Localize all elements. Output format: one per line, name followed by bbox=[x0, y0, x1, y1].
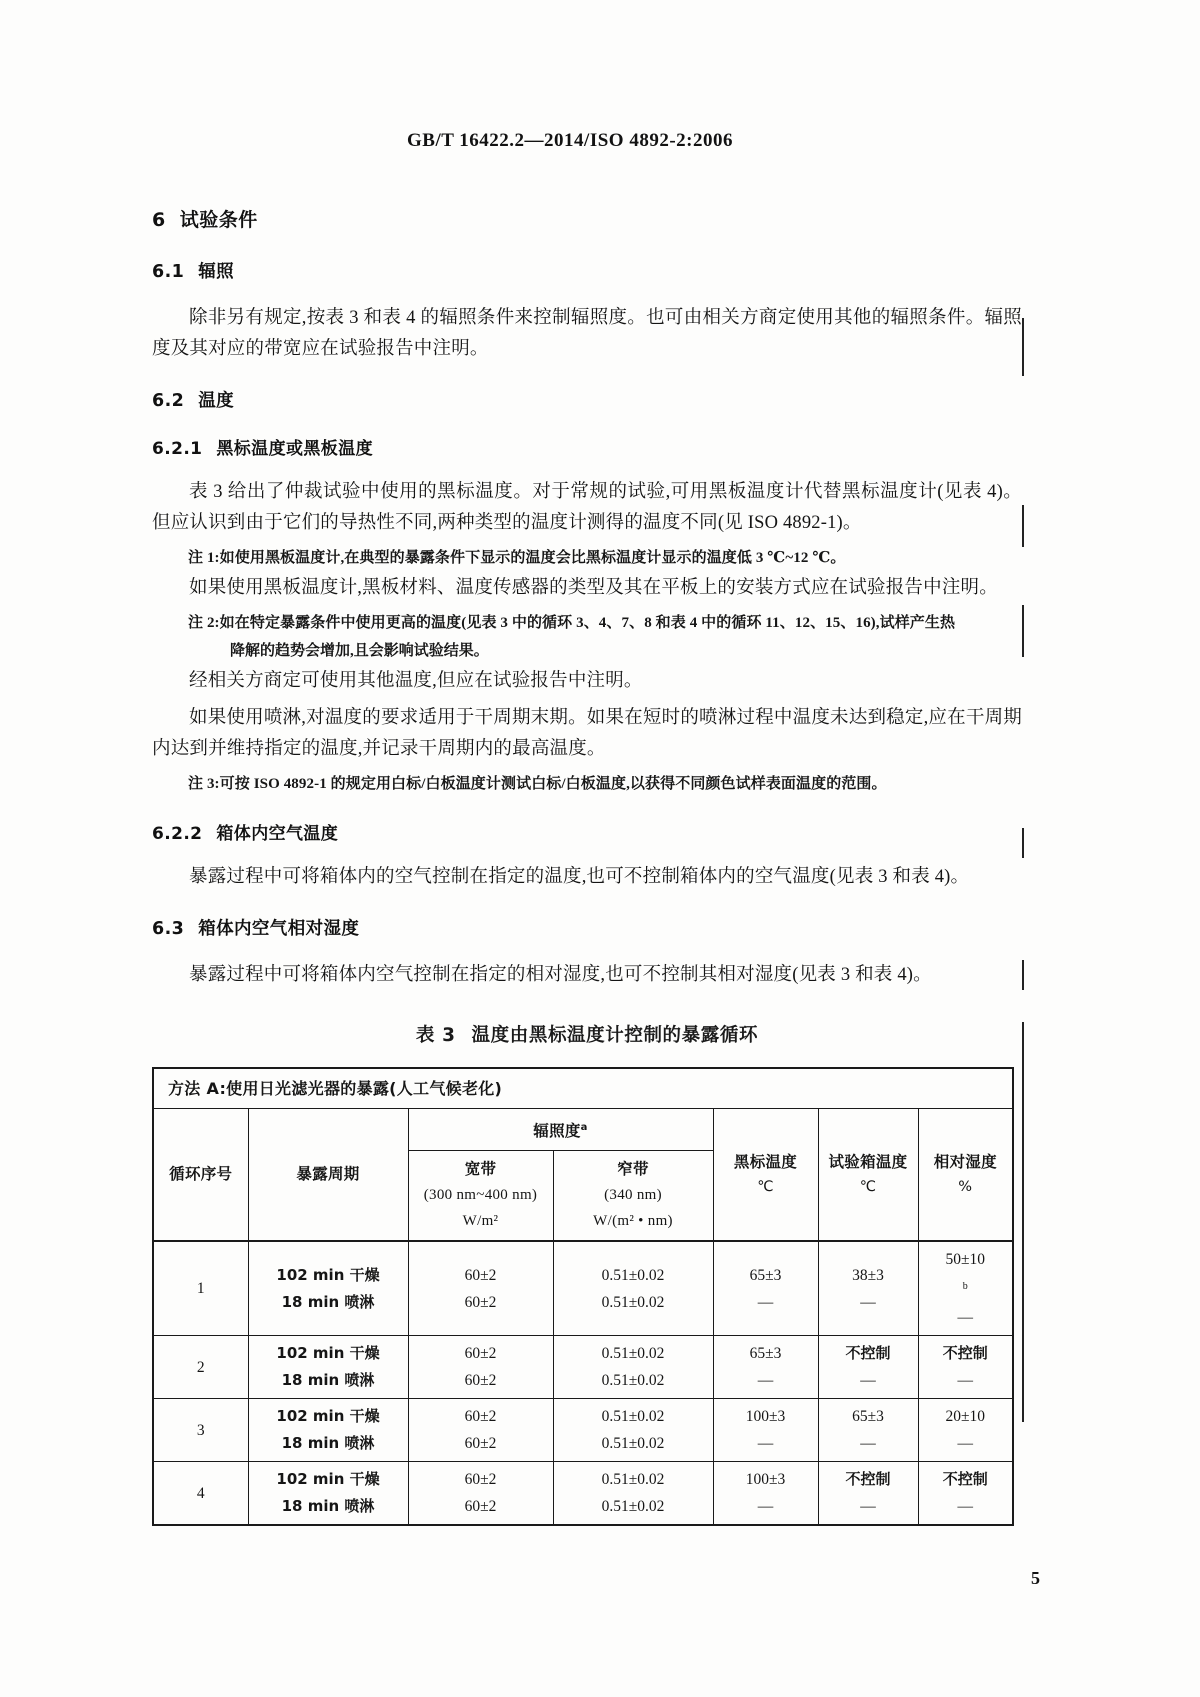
heading-clause-6-2-1 bbox=[152, 434, 1022, 459]
humidity-line-1: 20±10 bbox=[945, 1408, 986, 1426]
humidity-line-2: — bbox=[957, 1435, 974, 1453]
broadband-line-2: 60±2 bbox=[464, 1372, 497, 1390]
broadband-range: (300 nm~400 nm) bbox=[423, 1187, 538, 1204]
change-bar bbox=[1022, 960, 1024, 990]
cell-chamber-temp bbox=[818, 1241, 918, 1336]
table-3-caption-title: 温度由黑标温度计控制的暴露循环 bbox=[471, 1025, 759, 1046]
col-header-cycle-no: 循环序号 bbox=[153, 1109, 248, 1242]
cell-black-standard-temp bbox=[713, 1241, 818, 1336]
narrowband-unit: W/(m² • nm) bbox=[593, 1213, 673, 1230]
period-line-2: 18 min 喷淋 bbox=[281, 1434, 375, 1453]
broadband-line-1: 60±2 bbox=[464, 1345, 497, 1363]
humidity-line-2: — bbox=[957, 1498, 974, 1516]
humidity-value: 50±10 bbox=[945, 1251, 986, 1269]
heading-clause-6-3 bbox=[152, 915, 1022, 940]
narrowband-line-2: 0.51±0.02 bbox=[601, 1372, 665, 1390]
clause-6-3-number: 6.3 bbox=[152, 919, 185, 939]
chamber-line-2: — bbox=[860, 1498, 876, 1516]
col-header-broadband bbox=[408, 1151, 553, 1242]
narrowband-label: 窄带 bbox=[617, 1160, 649, 1179]
chamber-line-1: 65±3 bbox=[852, 1408, 884, 1426]
col-header-chamber-temp bbox=[818, 1109, 918, 1242]
heading-clause-6-2-2 bbox=[152, 819, 1022, 844]
broadband-line-2: 60±2 bbox=[464, 1498, 497, 1516]
chamber-line-2: — bbox=[860, 1435, 876, 1453]
narrowband-line-2: 0.51±0.02 bbox=[601, 1293, 665, 1311]
humidity-line-1: 不控制 bbox=[942, 1470, 988, 1489]
note-2: 注 2:如在特定暴露条件中使用更高的温度(见表 3 中的循环 3、4、7、8 和表 4 中的循环 11、12、15、16),试样产生热 bbox=[188, 615, 956, 631]
col-header-irradiance-label: 辐照度 bbox=[533, 1122, 581, 1141]
cell-relative-humidity bbox=[918, 1336, 1013, 1399]
standard-number: GB/T 16422.2—2014/ISO 4892-2:2006 bbox=[407, 130, 733, 151]
humidity-line-1 bbox=[921, 1246, 1011, 1304]
change-bar bbox=[1022, 605, 1024, 657]
cell-broadband bbox=[408, 1336, 553, 1399]
table-3 bbox=[152, 1067, 1014, 1526]
cell-chamber-temp bbox=[818, 1336, 918, 1399]
page-number: 5 bbox=[1031, 1568, 1040, 1588]
humidity-footnote-marker: b bbox=[962, 1281, 968, 1293]
paragraph-6-2-1-c: 经相关方商定可使用其他温度,但应在试验报告中注明。 bbox=[189, 671, 643, 691]
period-line-1: 102 min 干燥 bbox=[276, 1344, 380, 1363]
cell-broadband bbox=[408, 1399, 553, 1462]
cell-cycle-no: 2 bbox=[153, 1336, 248, 1399]
cell-exposure-period bbox=[248, 1241, 408, 1336]
cell-exposure-period bbox=[248, 1336, 408, 1399]
clause-6-number: 6 bbox=[152, 209, 166, 231]
chamber-line-1: 38±3 bbox=[852, 1266, 884, 1284]
period-line-2: 18 min 喷淋 bbox=[281, 1497, 375, 1516]
paragraph-6-2-1-d: 如果使用喷淋,对温度的要求适用于干周期末期。如果在短时的喷淋过程中温度未达到稳定,应在干周期内达到并维持指定的温度,并记录干周期内的最高温度。 bbox=[152, 708, 1022, 759]
change-bar bbox=[1022, 828, 1024, 858]
cell-narrowband bbox=[553, 1241, 713, 1336]
table-3-header-row-1 bbox=[153, 1109, 1013, 1151]
clause-6-2-2-number: 6.2.2 bbox=[152, 824, 203, 844]
col-header-exposure-period: 暴露周期 bbox=[248, 1109, 408, 1242]
humidity-line-2: — bbox=[957, 1372, 974, 1390]
table-3-body bbox=[153, 1068, 1013, 1525]
narrowband-line-1: 0.51±0.02 bbox=[601, 1345, 665, 1363]
paragraph-6-2-1-a: 表 3 给出了仲裁试验中使用的黑标温度。对于常规的试验,可用黑板温度计代替黑标温度计(见表 4)。但应认识到由于它们的导热性不同,两种类型的温度计测得的温度不同(见 ISO 4892-1)。 bbox=[152, 482, 1022, 533]
col-header-narrowband bbox=[553, 1151, 713, 1242]
table-3-caption bbox=[152, 1021, 1022, 1047]
table-row bbox=[153, 1462, 1013, 1526]
narrowband-range: (340 nm) bbox=[604, 1187, 662, 1204]
black-standard-temp-label: 黑标温度 bbox=[733, 1153, 798, 1172]
clause-6-1-title: 辐照 bbox=[198, 262, 235, 282]
document-body bbox=[152, 205, 1022, 1526]
bst-line-1: 100±3 bbox=[745, 1471, 786, 1489]
cell-exposure-period bbox=[248, 1462, 408, 1526]
chamber-temp-unit: ℃ bbox=[859, 1179, 877, 1196]
broadband-line-1: 60±2 bbox=[464, 1471, 497, 1489]
clause-6-2-title: 温度 bbox=[198, 391, 235, 411]
broadband-line-2: 60±2 bbox=[464, 1435, 497, 1453]
paragraph-6-3: 暴露过程中可将箱体内空气控制在指定的相对湿度,也可不控制其相对湿度(见表 3 和表 4)。 bbox=[189, 965, 932, 985]
chamber-line-2: — bbox=[860, 1293, 876, 1311]
cell-relative-humidity bbox=[918, 1462, 1013, 1526]
cell-narrowband bbox=[553, 1399, 713, 1462]
period-line-1: 102 min 干燥 bbox=[276, 1265, 380, 1284]
table-row bbox=[153, 1399, 1013, 1462]
narrowband-line-2: 0.51±0.02 bbox=[601, 1498, 665, 1516]
heading-clause-6-2 bbox=[152, 387, 1022, 412]
table-3-method-label: 方法 A:使用日光滤光器的暴露(人工气候老化) bbox=[153, 1068, 1013, 1109]
cell-exposure-period bbox=[248, 1399, 408, 1462]
paragraph-6-2-1-b: 如果使用黑板温度计,黑板材料、温度传感器的类型及其在平板上的安装方式应在试验报告中注明。 bbox=[189, 578, 998, 598]
change-bar bbox=[1022, 505, 1024, 547]
humidity-line-2: — bbox=[957, 1309, 974, 1327]
bst-line-1: 100±3 bbox=[745, 1408, 786, 1426]
narrowband-line-1: 0.51±0.02 bbox=[601, 1471, 665, 1489]
change-bar bbox=[1022, 318, 1024, 376]
narrowband-line-2: 0.51±0.02 bbox=[601, 1435, 665, 1453]
clause-6-2-2-title: 箱体内空气温度 bbox=[216, 824, 339, 844]
clause-6-2-number: 6.2 bbox=[152, 391, 185, 411]
bst-line-2: — bbox=[757, 1372, 774, 1390]
cell-narrowband bbox=[553, 1336, 713, 1399]
broadband-line-1: 60±2 bbox=[464, 1266, 497, 1284]
clause-6-1-number: 6.1 bbox=[152, 262, 185, 282]
cell-chamber-temp bbox=[818, 1399, 918, 1462]
paragraph-6-2-2: 暴露过程中可将箱体内的空气控制在指定的温度,也可不控制箱体内的空气温度(见表 3 和表 4)。 bbox=[189, 867, 970, 887]
cell-cycle-no: 1 bbox=[153, 1241, 248, 1336]
note-2-continued: 降解的趋势会增加,且会影响试验结果。 bbox=[230, 643, 489, 659]
broadband-line-2: 60±2 bbox=[464, 1293, 497, 1311]
relative-humidity-label: 相对湿度 bbox=[933, 1153, 997, 1172]
note-1: 注 1:如使用黑板温度计,在典型的暴露条件下显示的温度会比黑标温度计显示的温度低 3 ℃~12 ℃。 bbox=[188, 550, 846, 566]
narrowband-line-1: 0.51±0.02 bbox=[601, 1266, 665, 1284]
cell-narrowband bbox=[553, 1462, 713, 1526]
period-line-2: 18 min 喷淋 bbox=[281, 1292, 375, 1311]
heading-clause-6 bbox=[152, 205, 1022, 232]
bst-line-2: — bbox=[757, 1498, 774, 1516]
clause-6-3-title: 箱体内空气相对湿度 bbox=[198, 919, 360, 939]
bst-line-2: — bbox=[757, 1293, 774, 1311]
heading-clause-6-1 bbox=[152, 258, 1022, 283]
period-line-1: 102 min 干燥 bbox=[276, 1470, 380, 1489]
clause-6-2-1-number: 6.2.1 bbox=[152, 439, 203, 459]
cell-black-standard-temp bbox=[713, 1462, 818, 1526]
black-standard-temp-unit: ℃ bbox=[757, 1179, 774, 1196]
period-line-2: 18 min 喷淋 bbox=[281, 1371, 375, 1390]
broadband-unit: W/m² bbox=[462, 1213, 499, 1230]
col-header-black-standard-temp bbox=[713, 1109, 818, 1242]
broadband-label: 宽带 bbox=[464, 1160, 497, 1179]
narrowband-line-1: 0.51±0.02 bbox=[601, 1408, 665, 1426]
col-header-irradiance bbox=[408, 1109, 713, 1151]
clause-6-title: 试验条件 bbox=[179, 209, 258, 231]
paragraph-6-1: 除非另有规定,按表 3 和表 4 的辐照条件来控制辐照度。也可由相关方商定使用其他的辐照条件。辐照度及其对应的带宽应在试验报告中注明。 bbox=[152, 308, 1022, 359]
change-bar bbox=[1022, 1022, 1024, 1422]
relative-humidity-unit: % bbox=[958, 1179, 973, 1196]
cell-relative-humidity bbox=[918, 1241, 1013, 1336]
table-3-method-row bbox=[153, 1068, 1013, 1109]
cell-broadband bbox=[408, 1241, 553, 1336]
period-line-1: 102 min 干燥 bbox=[276, 1407, 380, 1426]
note-3: 注 3:可按 ISO 4892-1 的规定用白标/白板温度计测试白标/白板温度,以获得不同颜色试样表面温度的范围。 bbox=[188, 776, 887, 792]
chamber-temp-label: 试验箱温度 bbox=[828, 1153, 908, 1172]
cell-cycle-no: 4 bbox=[153, 1462, 248, 1526]
humidity-line-1: 不控制 bbox=[942, 1344, 988, 1363]
cell-relative-humidity bbox=[918, 1399, 1013, 1462]
bst-line-2: — bbox=[757, 1435, 774, 1453]
irradiance-footnote-marker: a bbox=[580, 1122, 588, 1133]
col-header-relative-humidity bbox=[918, 1109, 1013, 1242]
broadband-line-1: 60±2 bbox=[464, 1408, 497, 1426]
chamber-line-1: 不控制 bbox=[845, 1344, 891, 1363]
cell-cycle-no: 3 bbox=[153, 1399, 248, 1462]
cell-black-standard-temp bbox=[713, 1336, 818, 1399]
page-running-header bbox=[0, 130, 1200, 152]
table-3-caption-number: 表 3 bbox=[415, 1025, 456, 1046]
cell-chamber-temp bbox=[818, 1462, 918, 1526]
bst-line-1: 65±3 bbox=[749, 1266, 782, 1284]
cell-black-standard-temp bbox=[713, 1399, 818, 1462]
clause-6-2-1-title: 黑标温度或黑板温度 bbox=[216, 439, 374, 459]
table-row bbox=[153, 1241, 1013, 1336]
chamber-line-1: 不控制 bbox=[845, 1470, 891, 1489]
chamber-line-2: — bbox=[860, 1372, 876, 1390]
bst-line-1: 65±3 bbox=[749, 1345, 782, 1363]
cell-broadband bbox=[408, 1462, 553, 1526]
table-row bbox=[153, 1336, 1013, 1399]
